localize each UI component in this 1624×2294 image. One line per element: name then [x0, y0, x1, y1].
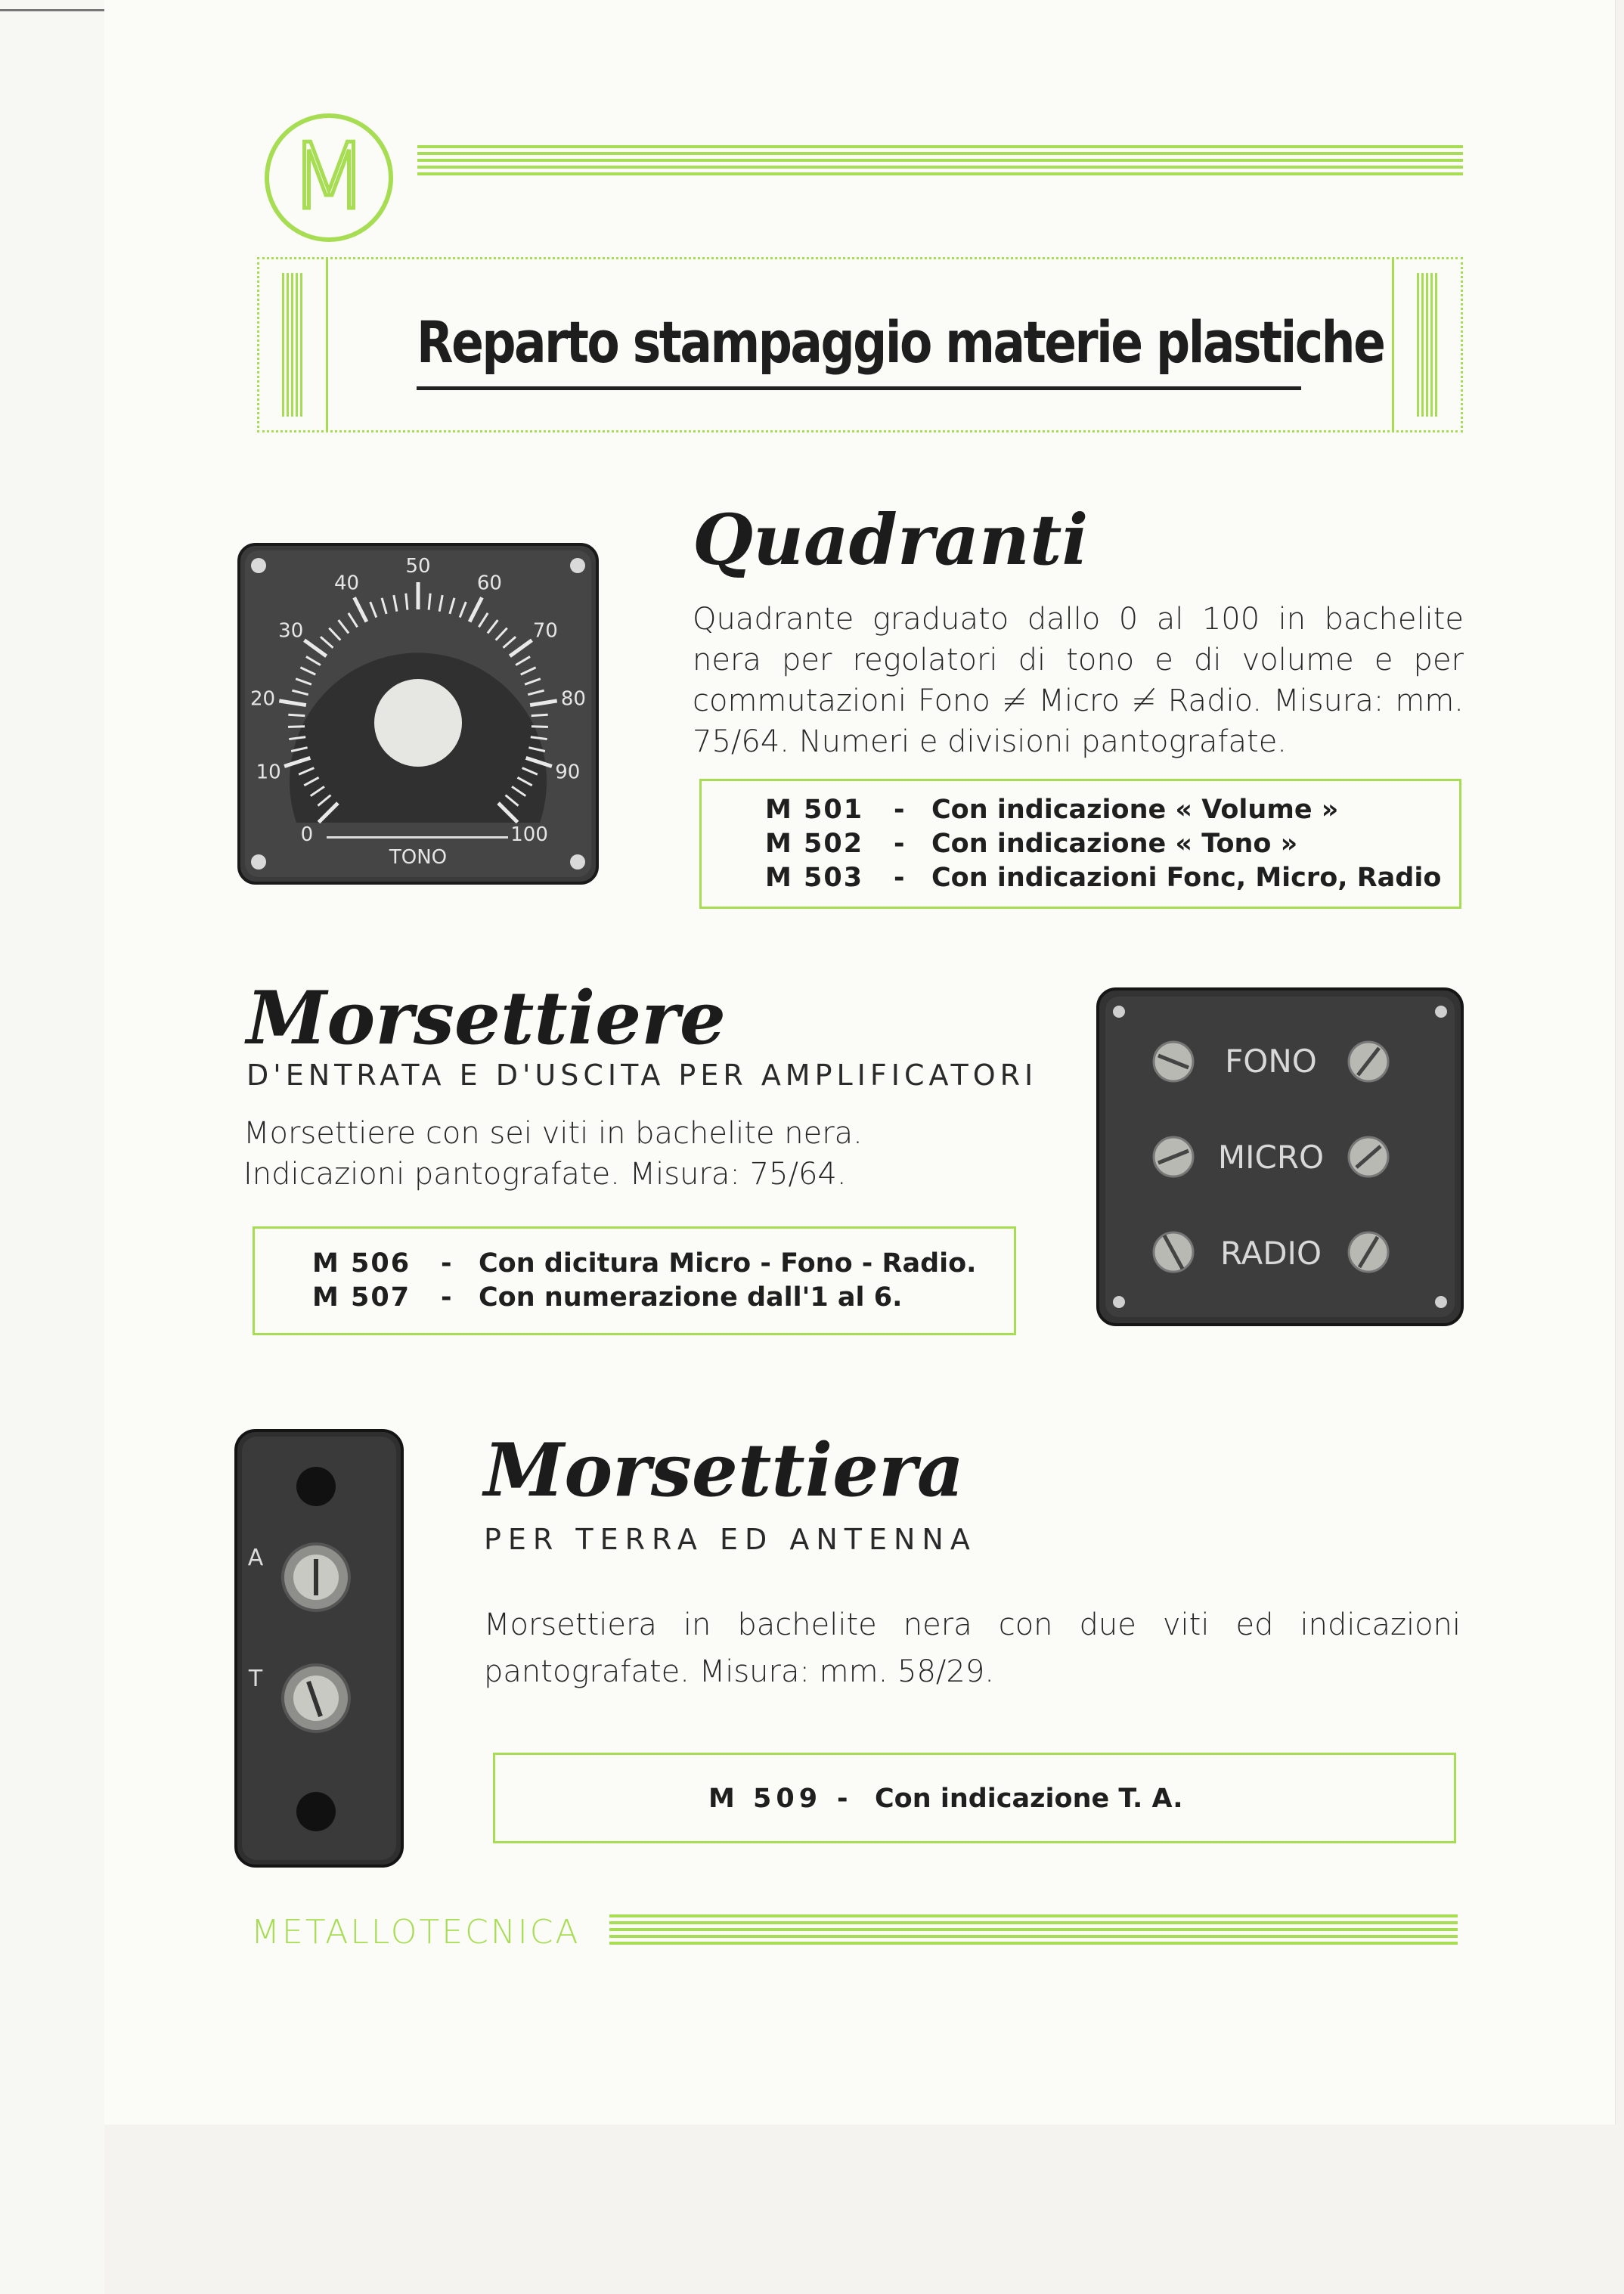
code-description: Con indicazione « Tono »: [931, 829, 1298, 859]
morsettiere-description: Morsettiere con sei viti in bachelite nera. Indicazioni pantografate. Misura: 75/64.: [243, 1116, 863, 1192]
code-row: [765, 829, 1297, 859]
product-code: M 503: [765, 863, 864, 893]
dash: -: [894, 829, 905, 859]
product-code: M 507: [312, 1282, 411, 1313]
code-description: Con indicazioni Fonc, Micro, Radio: [931, 863, 1442, 893]
title-underline: [417, 386, 1301, 390]
code-description: Con indicazione T. A.: [875, 1784, 1183, 1814]
footer-stripes: [609, 1914, 1458, 1948]
product-code: M 509: [708, 1784, 823, 1814]
screw-row-micro: [1154, 1137, 1388, 1176]
morsettiere-heading: Morsettiere: [246, 975, 726, 1061]
panel-label-radio: RADIO: [1220, 1235, 1322, 1272]
dial-tick-label: 30: [278, 619, 304, 643]
morsettiere-code-box: [253, 1226, 1016, 1335]
code-description: Con dicitura Micro - Fono - Radio.: [479, 1248, 977, 1279]
dial-tick-label: 50: [405, 555, 431, 578]
dial-tick-label: 20: [250, 687, 276, 711]
code-description: Con numerazione dall'1 al 6.: [479, 1282, 903, 1313]
dial-tick-label: 80: [560, 687, 586, 711]
dial-photo: [236, 541, 600, 886]
block-label-a: A: [247, 1545, 264, 1571]
section-title-box: [257, 257, 1463, 432]
dial-label: TONO: [389, 846, 448, 869]
title-box-left-divider: [326, 259, 328, 430]
dial-tick-label: 10: [256, 761, 281, 784]
quadranti-heading: Quadranti: [693, 499, 1089, 581]
morsettiera-heading: Morsettiera: [484, 1428, 965, 1513]
page-title: Reparto stampaggio materie plastiche: [417, 308, 1384, 376]
dial-tick-label: 100: [510, 823, 548, 847]
quadranti-description: Quadrante graduato dallo 0 al 100 in bachelite nera per regolatori di tono e di volume e per commutazioni Fono ≠ Micro ≠ Radio. Misura: mm. 75/64. Numeri e divisioni pantografate.: [693, 602, 1464, 759]
code-row: [312, 1282, 902, 1313]
morsettiera-code-box: [493, 1753, 1456, 1843]
screw-row-radio: [1154, 1232, 1388, 1272]
header-stripes: [417, 145, 1463, 179]
metallotecnica-logo: [265, 113, 393, 242]
morsettiere-subtitle: D'ENTRATA E D'USCITA PER AMPLIFICATORI: [246, 1059, 1038, 1092]
dial-minor-tick: [429, 594, 430, 610]
dash: -: [894, 795, 905, 825]
title-box-left-bars: [282, 273, 303, 417]
dash: -: [837, 1784, 848, 1814]
title-box-right-bars: [1417, 273, 1438, 417]
scan-top-rule: [0, 9, 104, 11]
block-label-t: T: [248, 1666, 263, 1692]
product-code: M 506: [312, 1248, 411, 1279]
panel-label-micro: MICRO: [1217, 1139, 1325, 1176]
screw-row-fono: [1154, 1042, 1388, 1081]
dial-minor-tick: [406, 594, 408, 610]
antenna-block-photo: [231, 1426, 407, 1871]
morsettiera-description: Morsettiera in bachelite nera con due viti ed indicazioni pantografate. Misura: mm. 58/29.: [484, 1607, 1461, 1689]
dash: -: [894, 863, 905, 893]
code-row: [765, 795, 1338, 825]
code-description: Con indicazione « Volume »: [931, 795, 1339, 825]
logo-letter: M: [290, 125, 368, 230]
dial-tick-label: 60: [476, 572, 502, 595]
dial-tick-label: 40: [334, 572, 360, 595]
product-code: M 501: [765, 795, 864, 825]
dial-tick-label: 0: [300, 823, 314, 847]
dial-tick-label: 70: [532, 619, 558, 643]
title-box-right-divider: [1392, 259, 1394, 430]
dash: -: [441, 1282, 452, 1313]
dial-tick-label: 90: [555, 761, 581, 784]
dash: -: [441, 1248, 452, 1279]
morsettiera-subtitle: PER TERRA ED ANTENNA: [484, 1523, 977, 1556]
quadranti-code-box: [699, 779, 1461, 909]
panel-label-fono: FONO: [1225, 1043, 1317, 1080]
code-row: [765, 863, 1441, 893]
code-row: [708, 1784, 1183, 1814]
footer-brand: METALLOTECNICA: [251, 1913, 581, 1951]
product-code: M 502: [765, 829, 864, 859]
code-row: [312, 1248, 976, 1279]
terminal-panel-photo: [1095, 986, 1465, 1328]
scan-margin: [0, 0, 104, 2294]
